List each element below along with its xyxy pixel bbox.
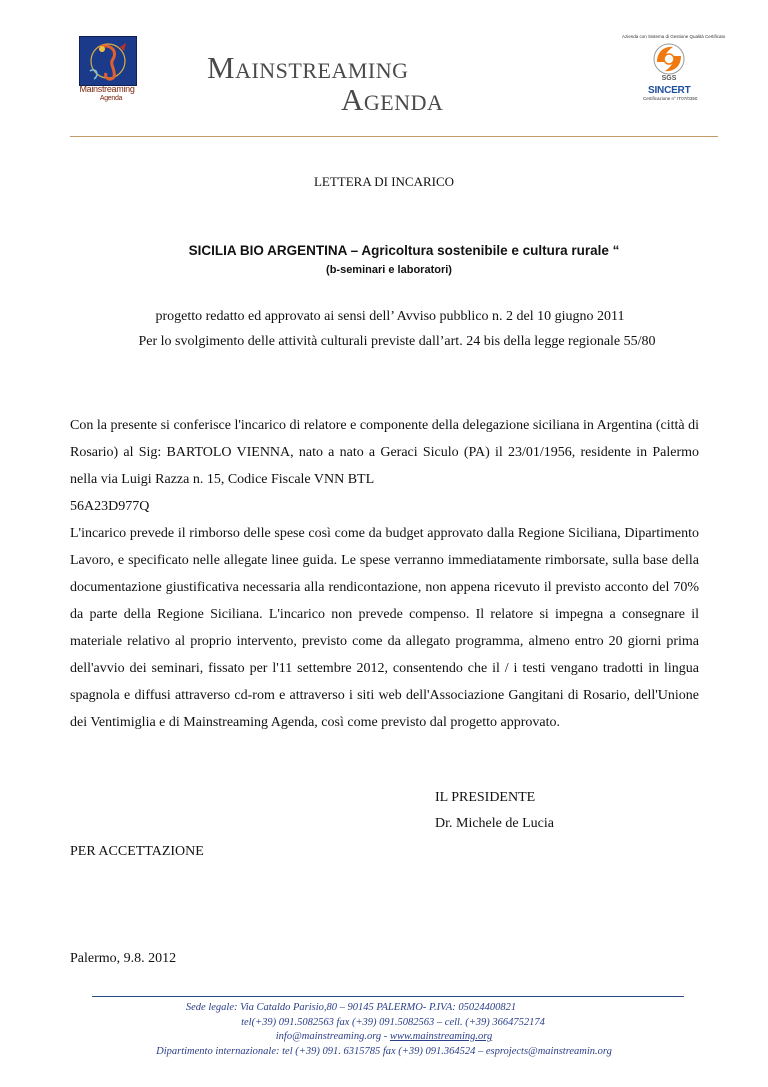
brand-title-line-2: Agenda (341, 82, 444, 117)
sgs-text: SGS (661, 75, 677, 82)
footer-address: Sede legale: Via Cataldo Parisio,80 – 90145 PALERMO- P.IVA: 05024400821 (185, 1002, 517, 1013)
footer-contacts (0, 1031, 768, 1042)
acceptance-label: PER ACCETTAZIONE (70, 844, 204, 859)
sgs-badge-icon (640, 42, 698, 82)
footer-divider (92, 996, 684, 997)
reference-line-1: progetto redatto ed approvato ai sensi dell’ Avviso pubblico n. 2 del 10 giugno 2011 (155, 309, 625, 324)
logo-caption-main: Mainstreaming (79, 84, 135, 94)
footer-phones: tel(+39) 091.5082563 fax (+39) 091.5082563 – cell. (+39) 3664752174 (241, 1017, 545, 1028)
place-and-date: Palermo, 9.8. 2012 (70, 951, 177, 966)
signature-name: Dr. Michele de Lucia (435, 816, 554, 831)
certification-name: SINCERT (648, 85, 691, 96)
project-title: SICILIA BIO ARGENTINA – Agricoltura sostenibile e cultura rurale “ (188, 243, 620, 258)
project-subtitle: (b-seminari e laboratori) (326, 264, 452, 276)
logo-caption (71, 85, 143, 103)
signature-role: IL PRESIDENTE (435, 790, 536, 805)
logo-caption-sub: Agenda (99, 95, 123, 102)
association-logo (79, 36, 137, 86)
paragraph-assignment: Con la presente si conferisce l'incarico di relatore e componente della delegazione siciliana in Argentina (città di Rosario) al Sig: BARTOLO VIENNA, nato a nato a Geraci Siculo (PA) il 23/01/1956, residente in Palermo nella via Luigi Razza n. 15, Codice Fiscale VNN BTL (70, 418, 699, 487)
certification-caption: Azienda con Sistema di Gestione Qualità Certificato (622, 34, 726, 39)
letter-body (70, 412, 699, 736)
letter-title: LETTERA DI INCARICO (313, 174, 455, 189)
footer-website-link[interactable]: www.mainstreaming.org (389, 1031, 493, 1042)
seahorse-emblem-icon (80, 37, 136, 85)
sgs-certification-logo (640, 42, 698, 82)
brand-title-line-1: Mainstreaming (207, 50, 409, 85)
paragraph-terms: L'incarico prevede il rimborso delle spese così come da budget approvato dalla Regione Siciliana, Dipartimento Lavoro, e specificato nelle allegate linee guida. Le spese verranno immediatamente rimborsate, sulla base della documentazione giustificativa necessaria alla rendicontazione, non appena ricevuto il previsto acconto del 70% da parte della Regione Siciliana. L'incarico non prevede compenso. Il relatore si impegna a consegnare il materiale relativo al proprio intervento, previsto come da allegato programma, almeno entro 20 giorni prima dell'avvio dei seminari, fissato per l'11 settembre 2012, consentendo che il / i testi vengano tradotti in lingua spagnola e diffusi attraverso cd-rom e attraverso i siti web dell'Associazione Gangitani di Rosario, dell'Unione dei Ventimiglia e di Mainstreaming Agenda, così come previsto dal progetto approvato. (70, 526, 699, 730)
footer-international: Dipartimento internazionale: tel (+39) 091. 6315785 fax (+39) 091.364524 – esprojects@mainstreamin.org (156, 1046, 612, 1057)
reference-line-2: Per lo svolgimento delle attività culturali previste dall’art. 24 bis della legge regionale 55/80 (138, 334, 656, 349)
footer-email: info@mainstreaming.org - (275, 1031, 390, 1042)
header-divider (70, 136, 718, 137)
fiscal-code-end: 56A23D977Q (70, 499, 150, 514)
certification-number: Certificazione n° IT07/0350 (643, 96, 698, 101)
